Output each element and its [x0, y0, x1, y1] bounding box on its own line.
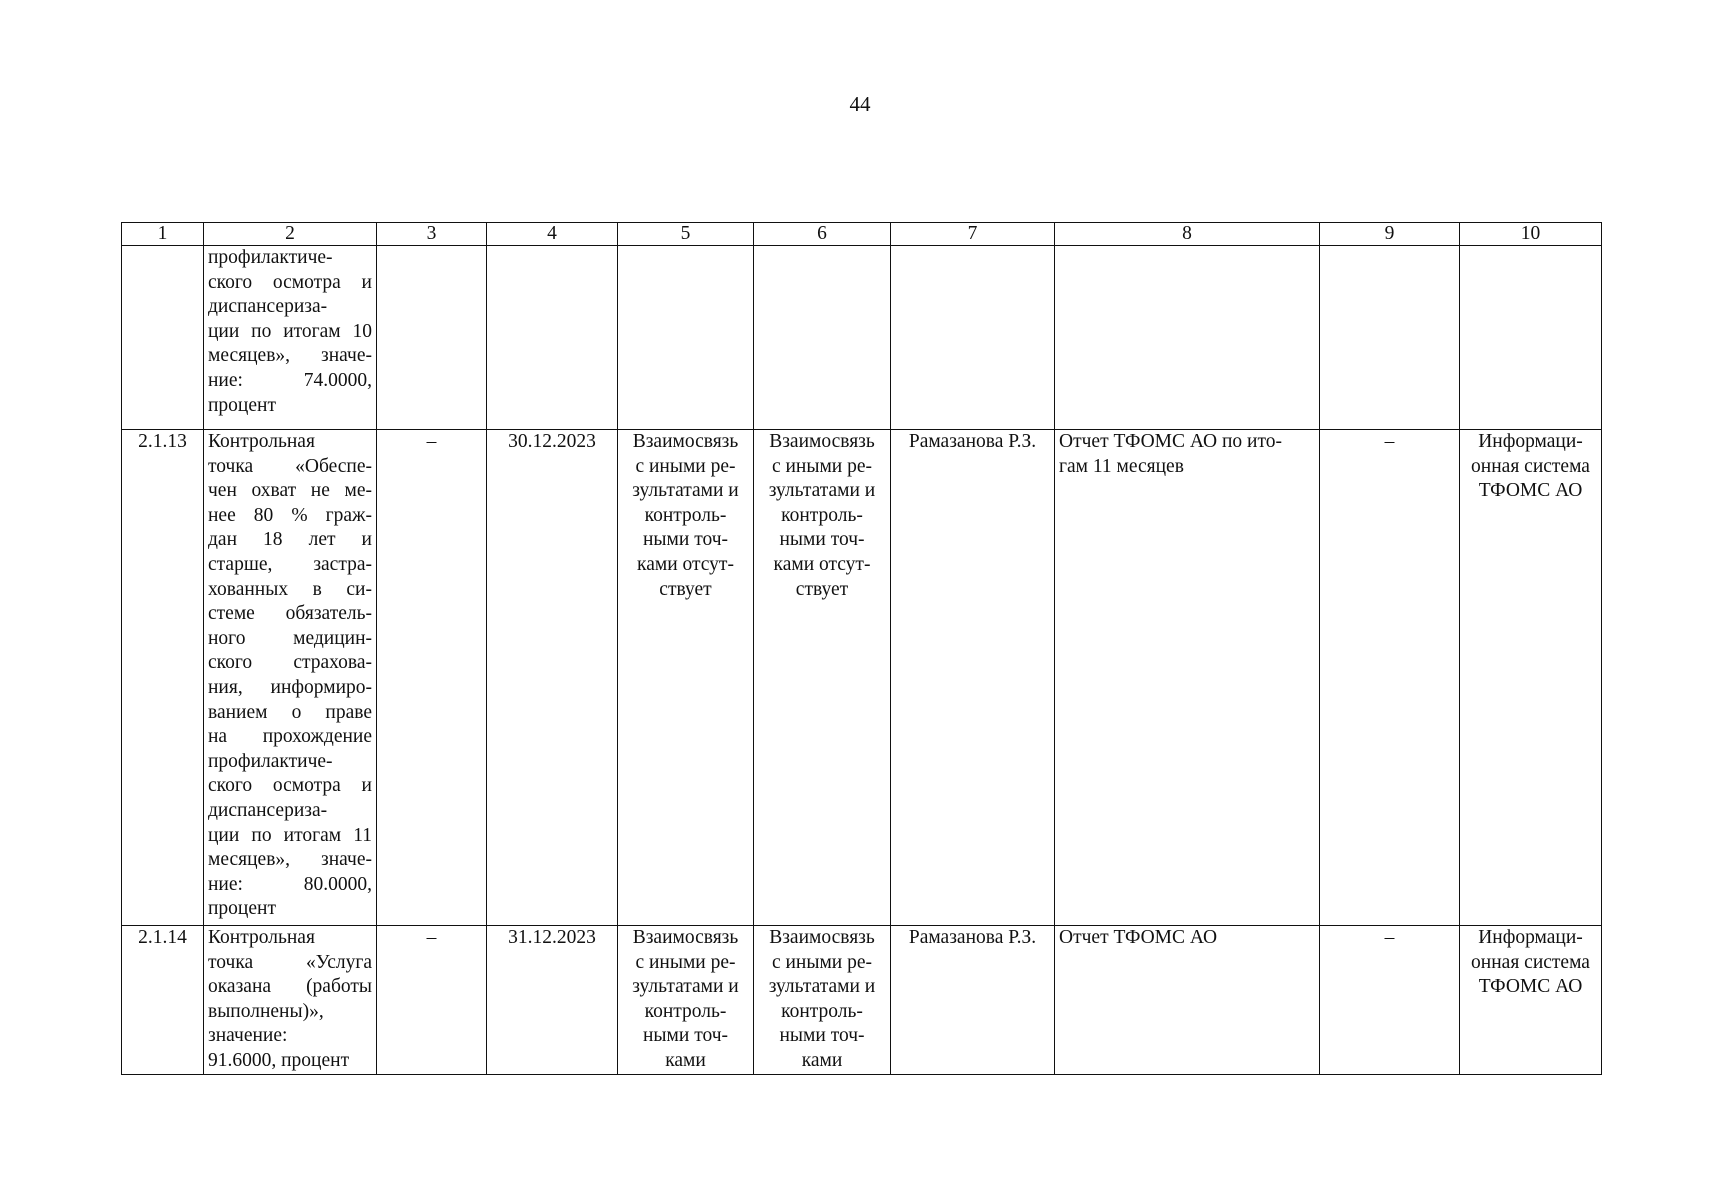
- row-info-system: [1460, 246, 1602, 430]
- row-col9: –: [1320, 926, 1460, 1075]
- row-responsible: Рамазанова Р.З.: [891, 430, 1055, 926]
- cell-text-line: ского осмотра и: [208, 775, 372, 797]
- cell-text-line: Отчет ТФОМС АО по ито-: [1059, 431, 1282, 452]
- row-col3: [377, 246, 487, 430]
- row-col5: [618, 926, 754, 1075]
- cell-text-line: оказана (работы: [208, 976, 372, 998]
- header-row: [122, 223, 1602, 246]
- cell-text-line: ТФОМС АО: [1478, 976, 1583, 998]
- cell-text-line: с иными ре-: [771, 951, 873, 973]
- cell-text-line: ствует: [659, 578, 712, 600]
- row-col5: [618, 246, 754, 430]
- cell-text-line: точка «Обеспе-: [208, 455, 372, 477]
- table-row: [122, 926, 1602, 1075]
- row-col3: –: [377, 926, 487, 1075]
- cell-text-line: профилактиче-: [208, 247, 333, 268]
- cell-text-line: Контрольная: [208, 927, 315, 948]
- cell-text-line: хованных в си-: [208, 578, 372, 600]
- row-id: 2.1.13: [122, 430, 204, 926]
- cell-text-line: процент: [208, 898, 276, 920]
- cell-text-line: на прохождение: [208, 726, 372, 748]
- column-header: 5: [618, 223, 754, 246]
- column-header: 9: [1320, 223, 1460, 246]
- row-description: [204, 246, 377, 430]
- cell-text-line: контроль-: [644, 1000, 727, 1022]
- cell-text-line: зультатами и: [632, 480, 739, 502]
- cell-text-line: ными точ-: [643, 529, 728, 551]
- cell-text-line: ками: [665, 1049, 706, 1071]
- row-id: [122, 246, 204, 430]
- cell-text-line: ками: [801, 1049, 843, 1071]
- cell-text-line: 91.6000, процент: [208, 1049, 350, 1071]
- row-date: 31.12.2023: [487, 926, 618, 1075]
- cell-text-line: ными точ-: [779, 1025, 865, 1047]
- schedule-table: [121, 222, 1602, 1075]
- cell-text-line: ными точ-: [779, 529, 865, 551]
- row-info-system: [1460, 926, 1602, 1075]
- cell-text-line: контроль-: [781, 504, 863, 526]
- row-responsible: Рамазанова Р.З.: [891, 926, 1055, 1075]
- cell-text-line: ние: 80.0000,: [208, 873, 372, 895]
- cell-text-line: месяцев», значе-: [208, 849, 372, 871]
- row-description: [204, 926, 377, 1075]
- cell-text-line: контроль-: [644, 504, 727, 526]
- cell-text-line: ствует: [795, 578, 849, 600]
- cell-text-line: точка «Услуга: [208, 951, 372, 973]
- cell-text-line: онная система: [1471, 951, 1590, 973]
- cell-text-line: Взаимосвязь: [632, 927, 739, 948]
- cell-text-line: месяцев», значе-: [208, 345, 372, 367]
- cell-text-line: Информаци-: [1478, 927, 1583, 948]
- row-col3: –: [377, 430, 487, 926]
- cell-text-line: Взаимосвязь: [769, 927, 875, 948]
- cell-text-line: зультатами и: [768, 976, 876, 998]
- cell-text-line: стеме обязатель-: [208, 603, 372, 625]
- row-col9: [1320, 246, 1460, 430]
- cell-text-line: с иными ре-: [771, 455, 873, 477]
- cell-text-line: ками отсут-: [637, 553, 734, 575]
- row-responsible: [891, 246, 1055, 430]
- cell-text-line: ского осмотра и: [208, 271, 372, 293]
- row-description: [204, 430, 377, 926]
- column-header: 2: [204, 223, 377, 246]
- cell-text-line: старше, застра-: [208, 553, 372, 575]
- cell-text-line: гам 11 месяцев: [1059, 455, 1184, 477]
- table-body: [122, 223, 1602, 1075]
- row-col5: [618, 430, 754, 926]
- row-id: 2.1.14: [122, 926, 204, 1075]
- cell-text-line: ками отсут-: [773, 553, 871, 575]
- cell-text-line: значение:: [208, 1025, 288, 1047]
- row-col6: [754, 926, 891, 1075]
- cell-text-line: нее 80 % граж-: [208, 504, 372, 526]
- cell-text-line: выполнены)»,: [208, 1000, 324, 1022]
- cell-text-line: ного медицин-: [208, 627, 372, 649]
- cell-text-line: ными точ-: [643, 1025, 728, 1047]
- cell-text-line: онная система: [1471, 455, 1590, 477]
- row-date: [487, 246, 618, 430]
- cell-text-line: с иными ре-: [635, 455, 736, 477]
- cell-text-line: дан 18 лет и: [208, 529, 372, 551]
- column-header: 10: [1460, 223, 1602, 246]
- row-col9: –: [1320, 430, 1460, 926]
- row-document: [1055, 246, 1320, 430]
- cell-text-line: ции по итогам 10: [208, 320, 372, 342]
- cell-text-line: контроль-: [781, 1000, 863, 1022]
- cell-text-line: зультатами и: [768, 480, 876, 502]
- row-info-system: [1460, 430, 1602, 926]
- cell-text-line: Контрольная: [208, 431, 315, 452]
- column-header: 3: [377, 223, 487, 246]
- row-col6: [754, 246, 891, 430]
- cell-text-line: диспансериза-: [208, 799, 328, 821]
- cell-text-line: Отчет ТФОМС АО: [1059, 927, 1218, 948]
- cell-text-line: ции по итогам 11: [208, 824, 372, 846]
- cell-text-line: чен охват не ме-: [208, 480, 372, 502]
- column-header: 7: [891, 223, 1055, 246]
- cell-text-line: Взаимосвязь: [769, 431, 875, 452]
- row-document: [1055, 430, 1320, 926]
- row-document: [1055, 926, 1320, 1075]
- table-row: [122, 246, 1602, 430]
- cell-text-line: с иными ре-: [635, 951, 736, 973]
- cell-text-line: Информаци-: [1478, 431, 1583, 452]
- page-number: 44: [849, 92, 871, 116]
- row-col6: [754, 430, 891, 926]
- cell-text-line: диспансериза-: [208, 296, 328, 318]
- cell-text-line: ния, информиро-: [208, 676, 372, 698]
- column-header: 4: [487, 223, 618, 246]
- cell-text-line: ТФОМС АО: [1478, 480, 1583, 502]
- column-header: 1: [122, 223, 204, 246]
- cell-text-line: профилактиче-: [208, 750, 333, 772]
- row-date: 30.12.2023: [487, 430, 618, 926]
- cell-text-line: ского страхова-: [208, 652, 372, 674]
- cell-text-line: процент: [208, 394, 276, 416]
- table-row: [122, 430, 1602, 926]
- cell-text-line: Взаимосвязь: [632, 431, 739, 452]
- column-header: 6: [754, 223, 891, 246]
- column-header: 8: [1055, 223, 1320, 246]
- cell-text-line: ванием о праве: [208, 701, 372, 723]
- cell-text-line: ние: 74.0000,: [208, 369, 372, 391]
- cell-text-line: зультатами и: [632, 976, 739, 998]
